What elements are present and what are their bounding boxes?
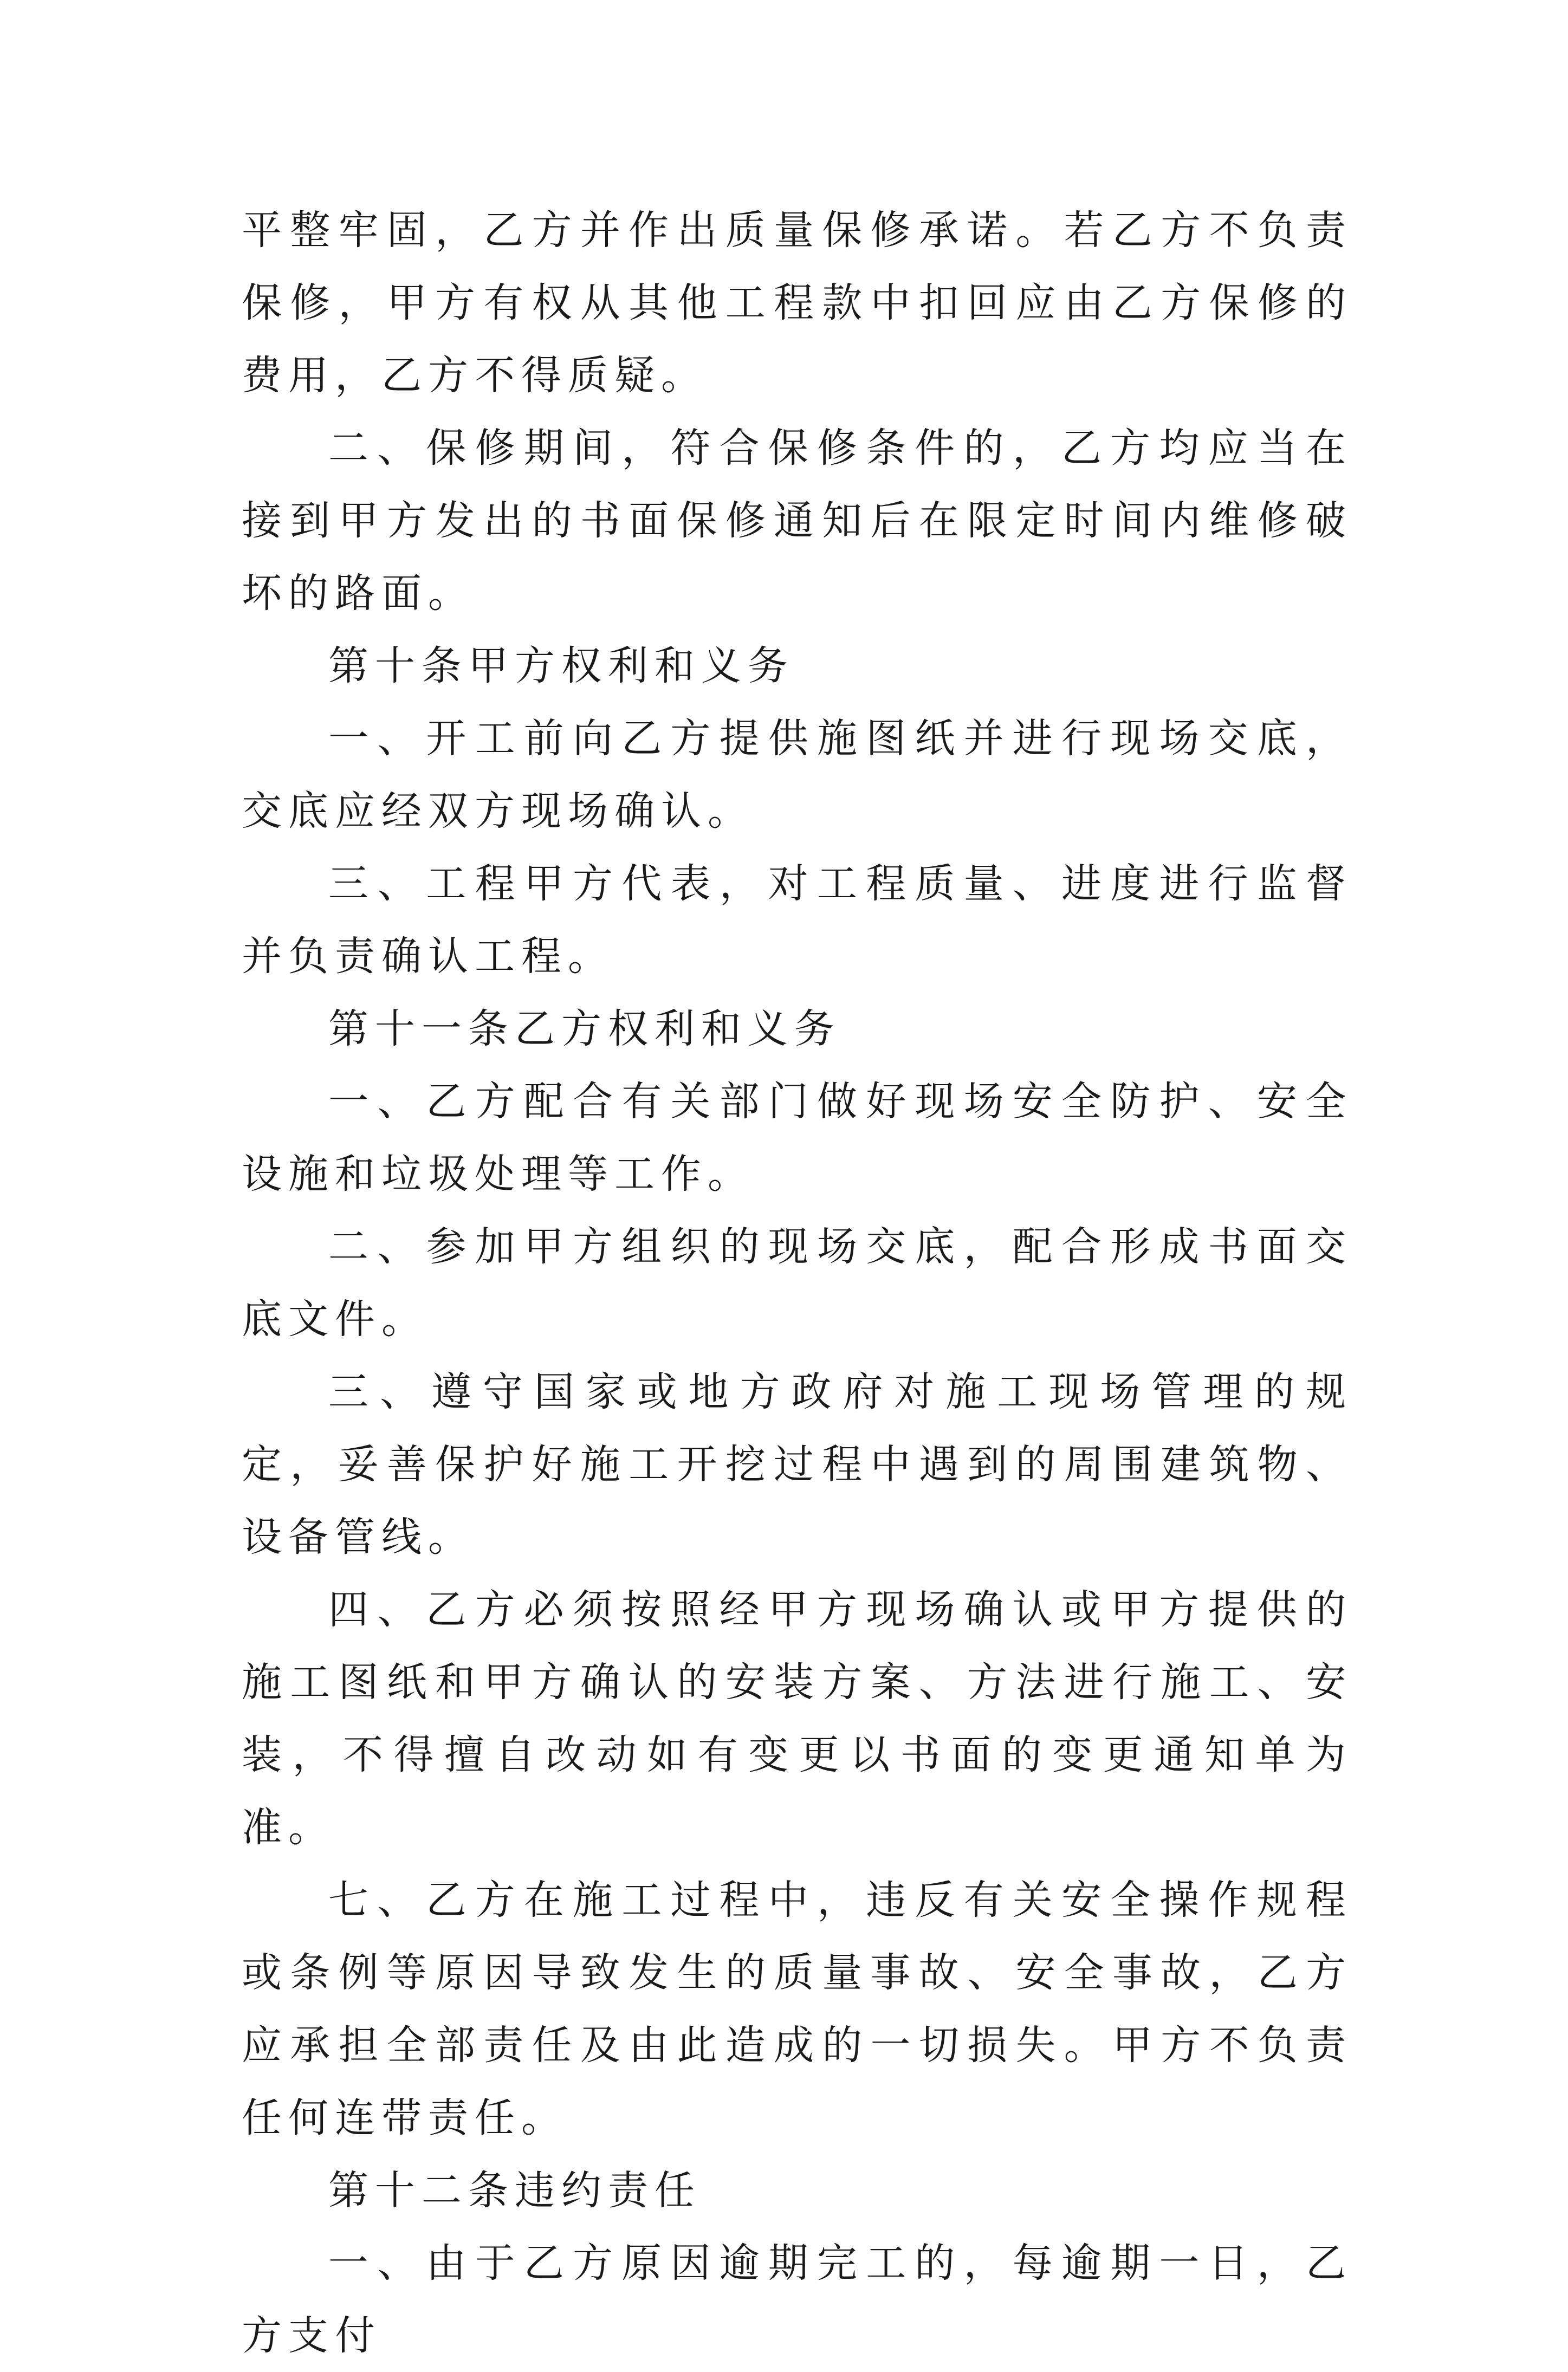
- heading-article-12: 第十二条违约责任: [328, 2167, 701, 2214]
- paragraph-article-11-item-2: 二、参加甲方组织的现场交底，配合形成书面交底文件。: [242, 1223, 1352, 1343]
- paragraph-article-11-item-1: 一、乙方配合有关部门做好现场安全防护、安全设施和垃圾处理等工作。: [242, 1078, 1352, 1197]
- paragraph-warranty-period: 二、保修期间，符合保修条件的，乙方均应当在接到甲方发出的书面保修通知后在限定时间内维修破坏的路面。: [242, 425, 1352, 617]
- paragraph-warranty-commitment: 平整牢固，乙方并作出质量保修承诺。若乙方不负责保修，甲方有权从其他工程款中扣回应由乙方保修的费用，乙方不得质疑。: [242, 207, 1352, 399]
- document-body: [242, 194, 1352, 2372]
- paragraph-article-11-item-3: 三、遵守国家或地方政府对施工现场管理的规定，妥善保护好施工开挖过程中遇到的周围建筑物、设备管线。: [242, 1369, 1352, 1560]
- paragraph-article-10-item-1: 一、开工前向乙方提供施图纸并进行现场交底，交底应经双方现场确认。: [242, 715, 1352, 834]
- paragraph-article-12-item-1: 一、由于乙方原因逾期完工的，每逾期一日，乙方支付: [242, 2240, 1352, 2359]
- heading-article-11: 第十一条乙方权利和义务: [328, 1006, 841, 1052]
- paragraph-article-11-item-7: 七、乙方在施工过程中，违反有关安全操作规程或条例等原因导致发生的质量事故、安全事故，乙方应承担全部责任及由此造成的一切损失。甲方不负责任何连带责任。: [242, 1877, 1352, 2141]
- paragraph-article-10-item-3: 三、工程甲方代表，对工程质量、进度进行监督并负责确认工程。: [242, 860, 1352, 980]
- paragraph-article-11-item-4: 四、乙方必须按照经甲方现场确认或甲方提供的施工图纸和甲方确认的安装方案、方法进行施工、安装，不得擅自改动如有变更以书面的变更通知单为准。: [242, 1586, 1352, 1851]
- heading-article-10: 第十条甲方权利和义务: [328, 643, 794, 689]
